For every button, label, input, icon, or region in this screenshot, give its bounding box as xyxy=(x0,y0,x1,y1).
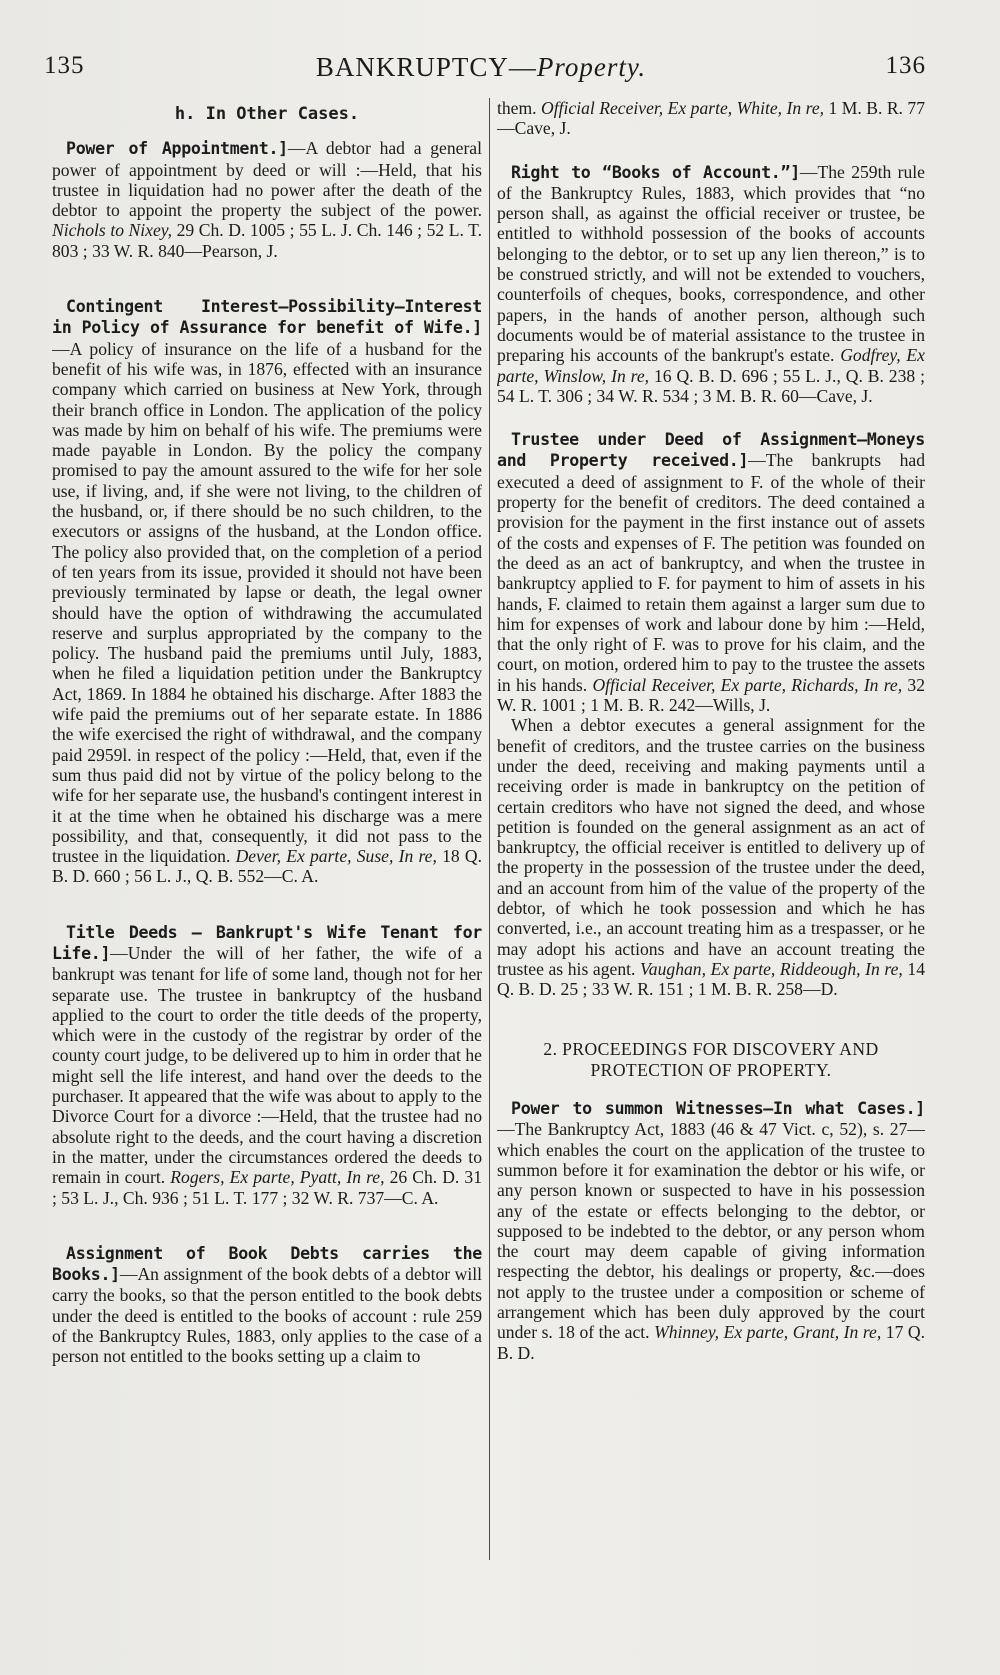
page-number-right: 136 xyxy=(885,52,926,79)
case-citation: Vaughan, Ex parte, Riddeough, In re, xyxy=(640,958,903,979)
entry-trustee-under-deed xyxy=(497,429,925,715)
entry-continuation xyxy=(497,98,925,139)
entry-heading: Trustee under Deed of Assignment—Moneys and Property received.] xyxy=(497,430,925,471)
entry-books-of-account xyxy=(497,162,925,407)
report-reference: 32 W. R. 1001 ; 1 M. B. R. 242—Wills, J. xyxy=(497,674,925,716)
running-title-main: BANKRUPTCY— xyxy=(315,52,537,82)
entry-heading: Title Deeds — Bankrupt's Wife Tenant for Life.] xyxy=(52,922,482,963)
case-citation: Official Receiver, Ex parte, White, In re, xyxy=(541,98,825,118)
entry-heading: Assignment of Book Debts carries the Books.] xyxy=(52,1243,482,1285)
entry-body: When a debtor executes a general assignment for the benefit of creditors, and the trustee carries on the business under the deed, receiving and making payments until a receiving order is made in bankruptcy on the petition of certain creditors who have not signed the deed, and whose petition is founded on the general assignment as an act of bankruptcy, the official receiver is entitled to delivery up of the property in the possession of the trustee under the deed, and an account from him of the value of the property of the debtor, of which he took possession and which he has converted, i.e., an account treating him as a trespasser, or he may adopt his actions and have an account treating the trustee as his agent. xyxy=(497,715,925,979)
right-column xyxy=(497,98,925,1555)
entry-body: —Under the will of her father, the wife of a bankrupt was tenant for life of some land, though not for her separate use. The trustee in bankruptcy of the husband applied to the court to order the title deeds of the property, which were in the custody of the registrar by order of the county court judge, to be delivered up to him in order that he might sell the life interest, and hand over the deeds to the purchaser. It appeared that the wife was about to apply to the Divorce Court for a divorce :—Held, that the trustee had no absolute right to the deeds, and the court having a discretion in the matter, under the circumstances ordered the deeds to remain in court. xyxy=(52,942,482,1188)
entry-summon-witnesses xyxy=(497,1098,925,1363)
report-reference: 18 Q. B. D. 660 ; 56 L. J., Q. B. 552—C. A. xyxy=(52,846,482,887)
running-title xyxy=(36,52,926,83)
entry-body: them. xyxy=(497,98,542,118)
entry-power-of-appointment xyxy=(52,138,482,261)
report-reference: 14 Q. B. D. 25 ; 33 W. R. 151 ; 1 M. B. R. 258—D. xyxy=(497,958,925,1000)
entry-assignment-book-debts xyxy=(52,1243,482,1367)
entry-body: —A policy of insurance on the life of a husband for the benefit of his wife was, in 1876, effected with an insurance company which carried on business at New York, through their branch office in London. The application of the policy was made by him on behalf of his wife. The premiums were made payable in London. By the policy the company promised to pay the amount assured to the wife for her sole use, if living, and, if she were not living, to the children of the husband, or, if there should be no such children, to the executors or assigns of the husband, at the London office. The policy also provided that, on the completion of a period of ten years from its issue, provided it should not have been previously terminated by lapse or death, the legal owner should have the option of withdrawing the accumulated reserve and surplus appropriated by the company to the policy. The husband paid the premiums until July, 1883, when he filed a liquidation petition under the Bankruptcy Act, 1869. In 1884 he obtained his discharge. After 1883 the wife paid the premiums out of her separate estate. In 1886 the wife exercised the right of withdrawal, and the company paid 2959l. in respect of the policy :—Held, that, even if the sum thus paid did not by virtue of the policy belong to the wife for her separate use, the husband's contingent interest in it at the time when he obtained his discharge was a mere possibility, and that, consequently, it did not pass to the trustee in the liquidation. xyxy=(52,338,482,867)
entry-body: —The Bankruptcy Act, 1883 (46 & 47 Vict. c, 52), s. 27—which enables the court on the application of the trustee to summon before it for examination the debtor or his wife, or any person known or suspected to have in his possession any of the estate or effects belonging to the debtor, or supposed to be indebted to the debtor, or any person whom the court may deem capable of giving information respecting the debtor, his dealings or property, &c.—does not apply to the trustee under a composition or scheme of arrangement which has been duly approved by the court under s. 18 of the act. xyxy=(497,1119,925,1343)
report-reference: 17 Q. B. D. xyxy=(497,1322,925,1363)
case-citation: Rogers, Ex parte, Pyatt, In re, xyxy=(170,1167,385,1188)
entry-title-deeds xyxy=(52,922,482,1208)
entry-body: —The 259th rule of the Bankruptcy Rules, 1883, which provides that “no person shall, as against the official receiver or trustee, be entitled to withhold possession of the books of accounts belonging to the debtor, or to set up any lien thereon,” is to be construed strictly, and will not be extended to vouchers, counterfoils of cheques, books, correspondence, and other papers, in the hands of another person, although such documents would be of material assistance to the trustee in preparing his accounts of the bankrupt's estate. xyxy=(497,161,925,366)
page-number-left: 135 xyxy=(44,52,85,79)
entry-heading: Contingent Interest—Possibility—Interest in Policy of Assurance for benefit of Wife.] xyxy=(52,297,482,338)
report-reference: 16 Q. B. D. 696 ; 55 L. J., Q. B. 238 ; 54 L. T. 306 ; 34 W. R. 534 ; 3 M. B. R. 60—Cave, J. xyxy=(497,365,925,406)
entry-body: —The bankrupts had executed a deed of assignment to F. of the whole of their property for the benefit of creditors. The deed contained a provision for the payment in the first instance out of assets of the costs and expenses of F. The petition was founded on the deed as an act of bankruptcy, and when the trustee in bankruptcy applied to F. for payment to him of assets in his hands, F. claimed to retain them against a larger sum due to him for expenses of work and labour done by him :—Held, that the only right of F. was to prove for his claim, and the court, on motion, ordered him to pay to the trustee the assets in his hands. xyxy=(497,450,925,695)
entry-contingent-interest xyxy=(52,296,482,887)
entry-body: —An assignment of the book debts of a debtor will carry the books, so that the person entitled to the book debts under the deed is entitled to the books of account : rule 259 of the Bankruptcy Rules, 1883, only applies to the case of a person not entitled to the books setting up a claim to xyxy=(52,1264,482,1367)
entry-heading: Power of Appointment.] xyxy=(66,139,288,159)
running-title-sub: Property. xyxy=(536,52,647,82)
case-citation: Godfrey, Ex parte, Winslow, In re, xyxy=(497,345,925,386)
entry-heading: Power to summon Witnesses—In what Cases.] xyxy=(511,1099,925,1119)
report-reference: 1 M. B. R. 77—Cave, J. xyxy=(497,98,925,139)
running-head xyxy=(36,52,926,88)
section-title: 2. PROCEEDINGS FOR DISCOVERY AND PROTECTION OF PROPERTY. xyxy=(543,1039,879,1080)
entry-body: —A debtor had a general power of appointment by deed or will :—Held, that his trustee in liquidation had no power after the death of the debtor to appoint the property the subject of the power. xyxy=(52,138,482,221)
case-citation: Nichols to Nixey, xyxy=(52,220,173,241)
case-citation: Official Receiver, Ex parte, Richards, In re, xyxy=(592,674,903,695)
subheading: h. In Other Cases. xyxy=(174,104,360,124)
entry-heading: Right to “Books of Account.”] xyxy=(511,162,800,182)
report-reference: 26 Ch. D. 31 ; 53 L. J., Ch. 936 ; 51 L. T. 177 ; 32 W. R. 737—C. A. xyxy=(52,1167,482,1208)
report-reference: 29 Ch. D. 1005 ; 55 L. J. Ch. 146 ; 52 L. T. 803 ; 33 W. R. 840—Pearson, J. xyxy=(52,220,482,261)
case-citation: Whinney, Ex parte, Grant, In re, xyxy=(654,1322,882,1343)
left-column xyxy=(52,98,482,1555)
entry-general-assignment xyxy=(497,715,925,999)
case-citation: Dever, Ex parte, Suse, In re, xyxy=(235,846,437,867)
column-divider xyxy=(489,98,490,1560)
